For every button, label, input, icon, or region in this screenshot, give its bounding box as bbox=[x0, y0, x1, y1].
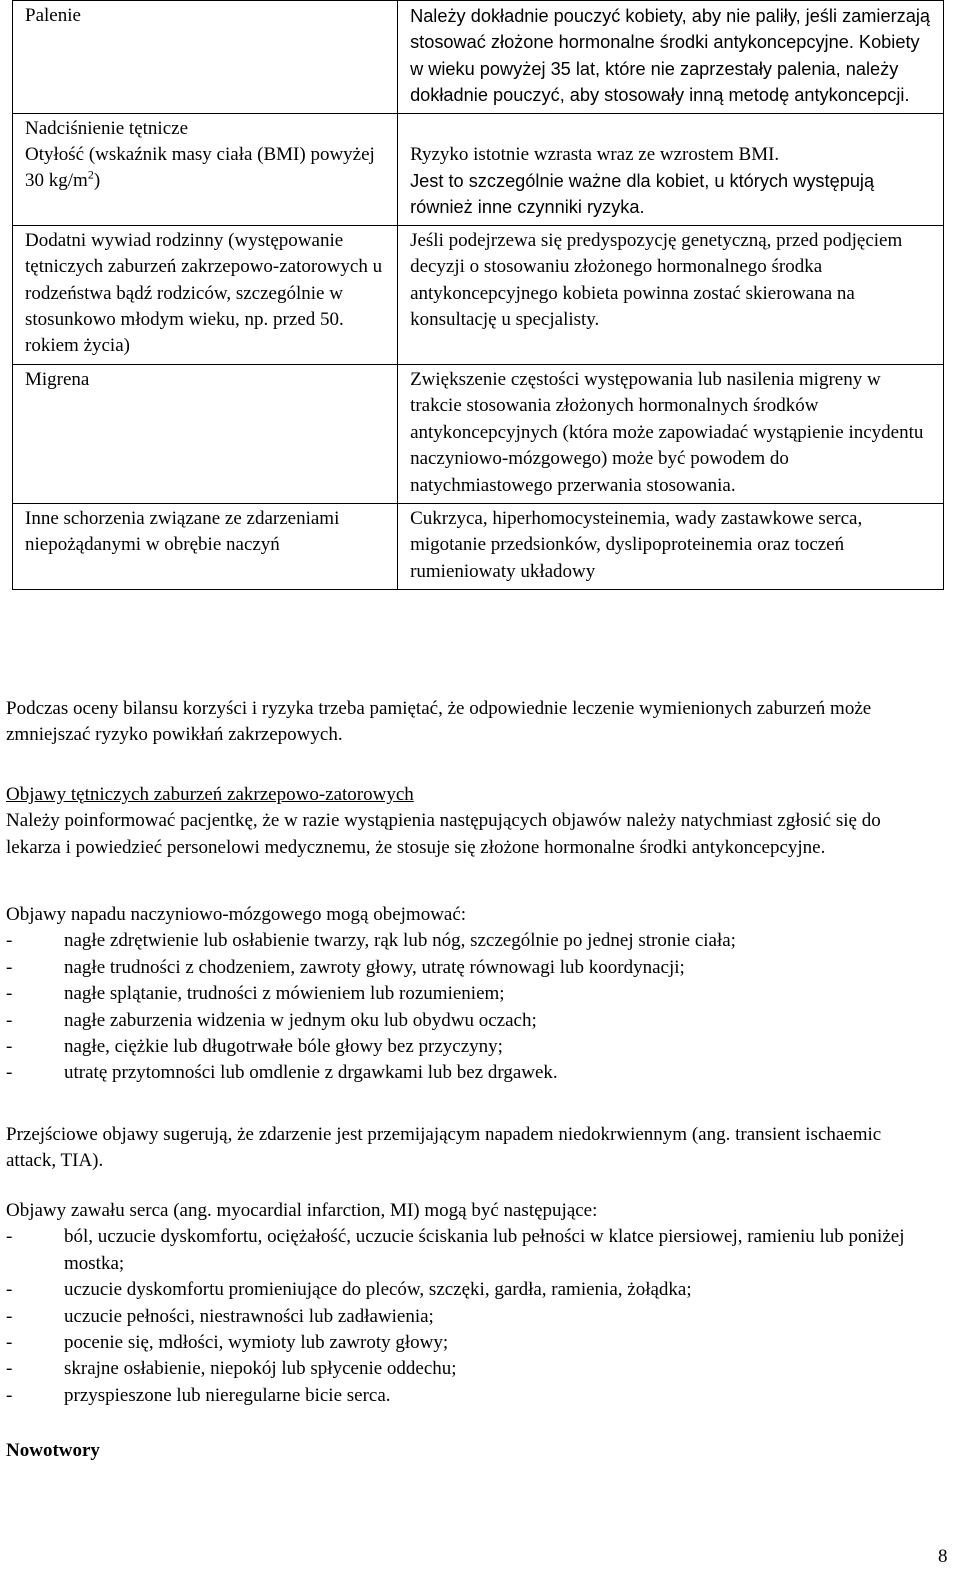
dash-bullet: - bbox=[6, 1279, 13, 1301]
section-symptoms bbox=[6, 782, 936, 861]
list-item-text: uczucie pełności, niestrawności lub zadławienia; bbox=[64, 1305, 434, 1327]
list-item-text: nagłe trudności z chodzeniem, zawroty głowy, utratę równowagi lub koordynacji; bbox=[64, 956, 685, 978]
list-item-text: nagłe zaburzenia widzenia w jednym oku lub obydwu oczach; bbox=[64, 1009, 537, 1031]
factor-obesity-text: Otyłość (wskaźnik masy ciała (BMI) powyżej 30 kg/m bbox=[25, 144, 375, 192]
table-row bbox=[13, 225, 944, 364]
table-cell-factor bbox=[13, 364, 398, 503]
list-item-text: pocenie się, mdłości, wymioty lub zawroty głowy; bbox=[64, 1332, 449, 1354]
table-cell-comment bbox=[398, 503, 944, 589]
paragraph-tia: Przejściowe objawy sugerują, że zdarzenie jest przemijającym napadem niedokrwiennym (ang. transient ischaemic attack, TIA). bbox=[6, 1124, 882, 1172]
factor-other: Inne schorzenia związane ze zdarzeniami niepożądanymi w obrębie naczyń bbox=[25, 507, 340, 556]
table-row bbox=[13, 113, 944, 225]
dash-bullet: - bbox=[6, 1384, 13, 1406]
table-cell-comment bbox=[398, 1, 944, 114]
table-cell-factor bbox=[13, 503, 398, 589]
dash-bullet: - bbox=[6, 983, 13, 1005]
table-cell-comment bbox=[398, 225, 944, 364]
dash-bullet: - bbox=[6, 1358, 13, 1380]
dash-bullet: - bbox=[6, 1226, 13, 1248]
dash-bullet: - bbox=[6, 1009, 13, 1031]
comment-bmi: Ryzyko istotnie wzrasta wraz ze wzrostem BMI. bbox=[410, 143, 780, 165]
section-mi bbox=[6, 1198, 936, 1409]
table-cell-factor bbox=[13, 113, 398, 225]
dash-bullet: - bbox=[6, 930, 13, 952]
table-row bbox=[13, 364, 944, 503]
comment-bmi-note: Jest to szczególnie ważne dla kobiet, u których występują również inne czynniki ryzyka. bbox=[410, 171, 875, 218]
mi-intro: Objawy zawału serca (ang. myocardial infarction, MI) mogą być następujące: bbox=[6, 1200, 598, 1221]
dash-bullet: - bbox=[6, 1062, 13, 1084]
list-item bbox=[6, 1330, 936, 1356]
factor-smoking: Palenie bbox=[25, 5, 81, 26]
mi-symptom-list bbox=[6, 1224, 936, 1409]
list-item bbox=[6, 1060, 936, 1086]
list-item bbox=[6, 1304, 936, 1330]
spacer bbox=[410, 116, 935, 142]
list-item bbox=[6, 928, 936, 954]
table-cell-factor bbox=[13, 1, 398, 114]
table-row bbox=[13, 503, 944, 589]
list-item-text: skrajne osłabienie, niepokój lub spłycenie oddechu; bbox=[64, 1358, 457, 1380]
table-row bbox=[13, 1, 944, 114]
table-cell-factor bbox=[13, 225, 398, 364]
factor-migraine: Migrena bbox=[25, 368, 90, 390]
list-item-text: nagłe splątanie, trudności z mówieniem lub rozumieniem; bbox=[64, 983, 505, 1005]
stroke-intro: Objawy napadu naczyniowo-mózgowego mogą obejmować: bbox=[6, 904, 467, 925]
comment-migraine: Zwiększenie częstości występowania lub nasilenia migreny w trakcie stosowania złożonych hormonalnych środków antykoncepcyjnych (która może zapowiadać wystąpienie incydentu naczyniowo-mózgowego) może być powodem do natychmiastowego przerwania stosowania. bbox=[410, 368, 924, 496]
paragraph-balance: Podczas oceny bilansu korzyści i ryzyka trzeba pamiętać, że odpowiednie leczenie wymienionych zaburzeń może zmniejszać ryzyko powikłań zakrzepowych. bbox=[6, 698, 872, 746]
superscript: 2 bbox=[87, 168, 94, 183]
list-item bbox=[6, 955, 936, 981]
comment-family-history: Jeśli podejrzewa się predyspozycję genetyczną, przed podjęciem decyzji o stosowaniu złożonego hormonalnego środka antykoncepcyjnego kobieta powinna zostać skierowana na konsultację u specjalisty. bbox=[410, 229, 903, 331]
dash-bullet: - bbox=[6, 1332, 13, 1354]
comment-smoking: Należy dokładnie pouczyć kobiety, aby nie paliły, jeśli zamierzają stosować złożone hormonalne środki antykoncepcyjne. Kobiety w wieku powyżej 35 lat, które nie zaprzestały palenia, należy dokładnie pouczyć, aby stosowały inną metodę antykoncepcji. bbox=[410, 6, 931, 106]
section-stroke bbox=[6, 902, 936, 1087]
closing-paren: ) bbox=[93, 170, 101, 192]
section-heading-symptoms: Objawy tętniczych zaburzeń zakrzepowo-zatorowych bbox=[6, 784, 414, 805]
list-item bbox=[6, 1277, 936, 1303]
dash-bullet: - bbox=[6, 1036, 13, 1058]
dash-bullet: - bbox=[6, 956, 13, 978]
list-item-text: przyspieszone lub nieregularne bicie serca. bbox=[64, 1384, 391, 1406]
list-item-text: utratę przytomności lub omdlenie z drgawkami lub bez drgawek. bbox=[64, 1062, 558, 1084]
list-item bbox=[6, 1008, 936, 1034]
comment-other: Cukrzyca, hiperhomocysteinemia, wady zastawkowe serca, migotanie przedsionków, dyslipoproteinemia oraz toczeń rumieniowaty układowy bbox=[410, 507, 863, 582]
table-cell-comment bbox=[398, 364, 944, 503]
factor-obesity bbox=[25, 142, 389, 195]
list-item-text: uczucie dyskomfortu promieniujące do pleców, szczęki, gardła, ramienia, żołądka; bbox=[64, 1279, 692, 1301]
list-item bbox=[6, 981, 936, 1007]
list-item-text: nagłe zdrętwienie lub osłabienie twarzy, rąk lub nóg, szczególnie po jednej stronie ciała; bbox=[64, 930, 736, 952]
factor-hypertension: Nadciśnienie tętnicze bbox=[25, 117, 189, 139]
stroke-symptom-list bbox=[6, 928, 936, 1086]
list-item-text: ból, uczucie dyskomfortu, ociężałość, uczucie ściskania lub pełności w klatce piersiowej, ramieniu lub poniżej mostka; bbox=[64, 1226, 905, 1274]
paragraph-inform: Należy poinformować pacjentkę, że w razie wystąpienia następujących objawów należy natychmiast zgłosić się do lekarza i powiedzieć personelowi medycznemu, że stosuje się złożone hormonalne środki antykoncepcyjne. bbox=[6, 810, 881, 858]
dash-bullet: - bbox=[6, 1305, 13, 1327]
section-heading-cancer: Nowotwory bbox=[6, 1440, 100, 1461]
factor-family-history: Dodatni wywiad rodzinny (występowanie tętniczych zaburzeń zakrzepowo-zatorowych u rodzeństwa bądź rodziców, szczególnie w stosunkowo młodym wieku, np. przed 50. rokiem życia) bbox=[25, 229, 383, 357]
risk-factors-table bbox=[12, 0, 944, 590]
list-item bbox=[6, 1224, 936, 1277]
list-item bbox=[6, 1356, 936, 1382]
table-cell-comment bbox=[398, 113, 944, 225]
list-item bbox=[6, 1383, 936, 1409]
list-item bbox=[6, 1034, 936, 1060]
page-number: 8 bbox=[938, 1546, 948, 1567]
list-item-text: nagłe, ciężkie lub długotrwałe bóle głowy bez przyczyny; bbox=[64, 1036, 503, 1058]
